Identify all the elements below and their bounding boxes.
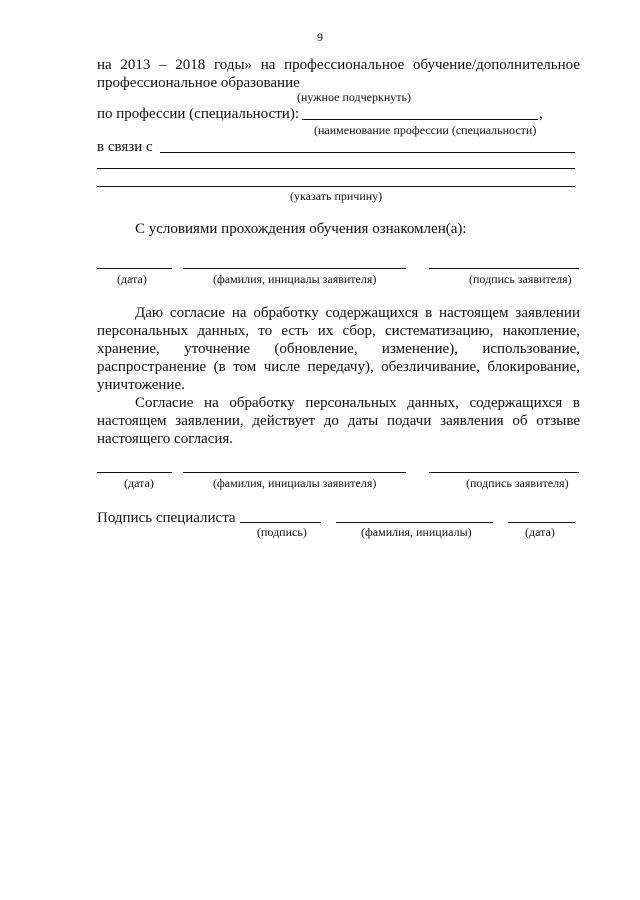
name-blank-2[interactable]	[183, 472, 406, 473]
signature-caption-2: (подпись заявителя)	[466, 476, 569, 490]
specialist-label: Подпись специалиста	[97, 510, 236, 526]
profession-hint: (наименование профессии (специальности)	[314, 123, 537, 137]
conditions-text: С условиями прохождения обучения ознакомлен(а):	[135, 221, 467, 237]
specialist-name-blank[interactable]	[336, 522, 493, 523]
signature-caption-1: (подпись заявителя)	[469, 272, 572, 286]
name-blank-1[interactable]	[183, 268, 406, 269]
specialist-name-caption: (фамилия, инициалы)	[361, 525, 472, 539]
date-blank-1[interactable]	[97, 268, 172, 269]
name-caption-2: (фамилия, инициалы заявителя)	[213, 476, 377, 490]
specialist-date-blank[interactable]	[508, 522, 575, 523]
reason-hint: (указать причину)	[290, 189, 383, 203]
signature-blank-2[interactable]	[429, 472, 579, 473]
specialist-signature-blank[interactable]	[240, 522, 321, 523]
date-blank-2[interactable]	[97, 472, 172, 473]
date-caption-2: (дата)	[124, 476, 154, 490]
consent-p2-line-2: настоящем заявлении, действует до даты подачи заявления об отзыве	[97, 413, 580, 429]
specialist-signature-caption: (подпись)	[257, 525, 307, 539]
profession-blank[interactable]	[302, 119, 538, 120]
signature-blank-1[interactable]	[429, 268, 579, 269]
consent-p2-line-3: настоящего согласия.	[97, 431, 234, 447]
page-number: 9	[317, 30, 323, 44]
name-caption-1: (фамилия, инициалы заявителя)	[213, 272, 377, 286]
consent-p1-line-3: хранение, уточнение (обновление, изменение), использование,	[97, 341, 580, 357]
consent-p1-line-4: распространение (в том числе передачу), обезличивание, блокирование,	[97, 359, 580, 375]
reason-label: в связи с	[97, 139, 153, 155]
hint-underline: (нужное подчеркнуть)	[297, 90, 411, 104]
intro-line-2: профессиональное образование	[97, 75, 300, 91]
reason-blank-1[interactable]	[160, 152, 575, 153]
intro-line-1: на 2013 – 2018 годы» на профессиональное обучение/дополнительное	[97, 57, 580, 73]
specialist-date-caption: (дата)	[525, 525, 555, 539]
consent-p1-line-1: Даю согласие на обработку содержащихся в настоящем заявлении	[135, 305, 580, 321]
consent-p2-line-1: Согласие на обработку персональных данных, содержащихся в	[135, 395, 580, 411]
consent-p1-line-2: персональных данных, то есть их сбор, систематизацию, накопление,	[97, 323, 580, 339]
profession-label: по профессии (специальности):	[97, 106, 299, 122]
profession-comma: ,	[539, 106, 543, 122]
reason-blank-2[interactable]	[97, 168, 575, 169]
consent-p1-line-5: уничтожение.	[97, 377, 185, 393]
reason-blank-3[interactable]	[97, 186, 575, 187]
date-caption-1: (дата)	[117, 272, 147, 286]
